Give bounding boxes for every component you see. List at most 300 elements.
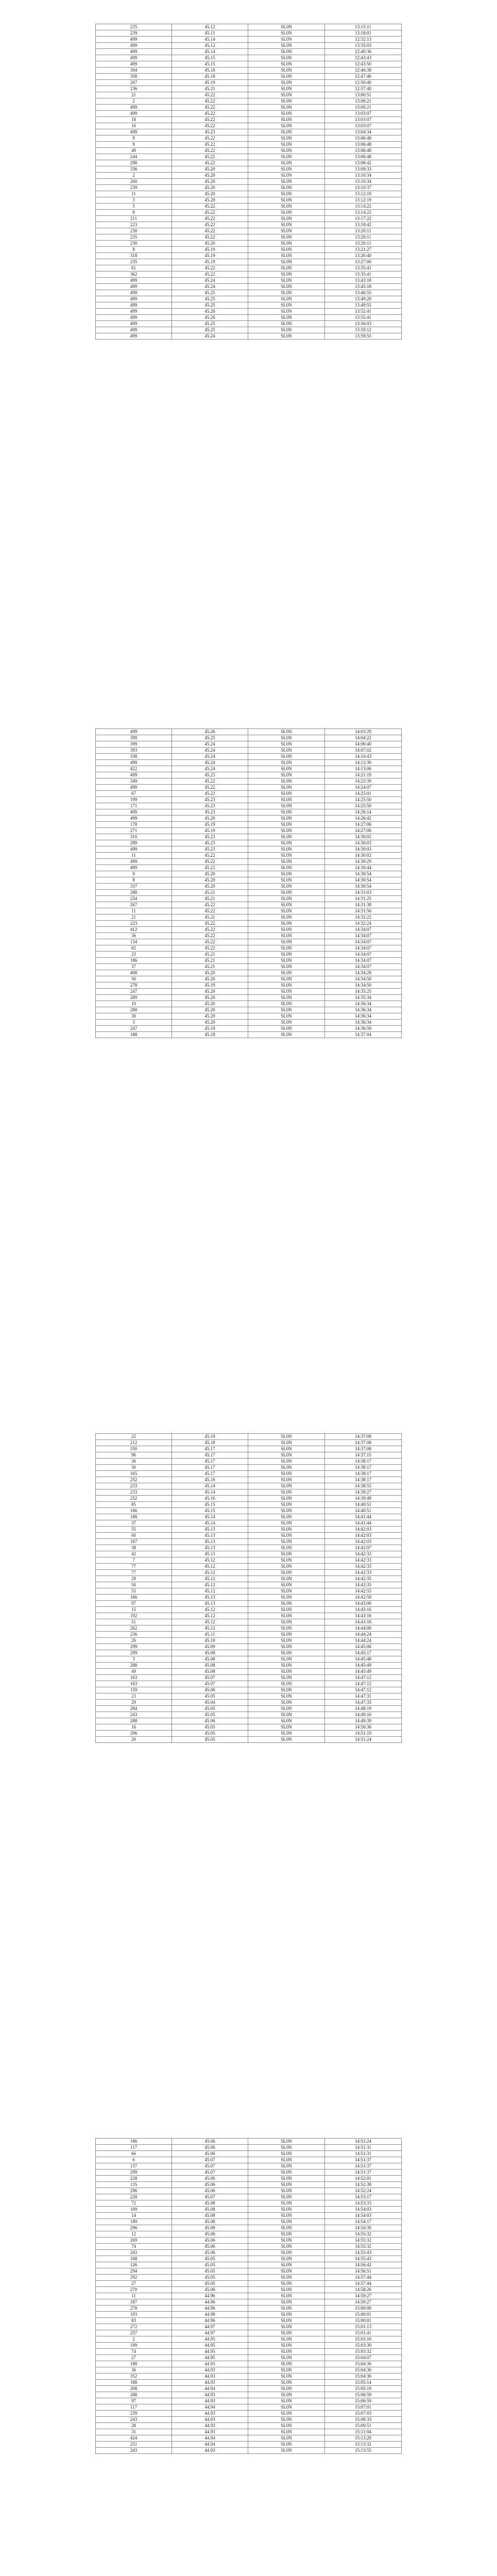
price-cell: 45.25 (172, 735, 248, 741)
trade-table-body (96, 24, 402, 340)
venue-cell: SL0N (248, 67, 325, 74)
table-row (96, 1459, 402, 1465)
table-row (96, 1656, 402, 1663)
price-cell: 45.08 (172, 2200, 248, 2207)
quantity-cell: 278 (96, 2306, 172, 2312)
venue-cell: SL0N (248, 896, 325, 902)
quantity-cell: 186 (96, 2139, 172, 2145)
time-cell: 14:31:03 (325, 890, 402, 896)
quantity-cell: 85 (96, 1502, 172, 1508)
quantity-cell: 499 (96, 61, 172, 67)
time-cell: 14:55:32 (325, 2244, 402, 2250)
table-row (96, 1471, 402, 1477)
table-row (96, 92, 402, 98)
table-row (96, 24, 402, 30)
venue-cell: SL0N (248, 1520, 325, 1527)
venue-cell: SL0N (248, 1675, 325, 1681)
venue-cell: SL0N (248, 2355, 325, 2361)
table-row (96, 61, 402, 67)
price-cell: 45.22 (172, 791, 248, 797)
quantity-cell: 83 (96, 2318, 172, 2324)
quantity-cell: 36 (96, 2367, 172, 2374)
price-cell: 44.93 (172, 2411, 248, 2417)
time-cell: 14:36:34 (325, 1013, 402, 1020)
time-cell: 13:14:22 (325, 210, 402, 216)
venue-cell: SL0N (248, 2367, 325, 2374)
table-row (96, 1514, 402, 1520)
venue-cell: SL0N (248, 2268, 325, 2275)
table-row (96, 111, 402, 117)
quantity-cell: 60 (96, 1533, 172, 1539)
table-row (96, 1020, 402, 1026)
quantity-cell: 49 (96, 1669, 172, 1675)
time-cell: 14:34:07 (325, 933, 402, 939)
price-cell: 45.12 (172, 1564, 248, 1570)
table-row (96, 1502, 402, 1508)
quantity-cell: 61 (96, 265, 172, 272)
table-row (96, 2355, 402, 2361)
quantity-cell: 117 (96, 2145, 172, 2151)
price-cell: 45.08 (172, 2219, 248, 2225)
table-row (96, 884, 402, 890)
venue-cell: SL0N (248, 296, 325, 302)
table-row (96, 989, 402, 995)
table-row (96, 778, 402, 785)
time-cell: 13:12:19 (325, 191, 402, 197)
quantity-cell: 134 (96, 939, 172, 945)
quantity-cell: 299 (96, 1650, 172, 1656)
time-cell: 14:49:39 (325, 1718, 402, 1724)
venue-cell: SL0N (248, 865, 325, 871)
venue-cell: SL0N (248, 2343, 325, 2349)
quantity-cell: 37 (96, 964, 172, 970)
table-row (96, 995, 402, 1001)
venue-cell: SL0N (248, 117, 325, 123)
quantity-cell: 288 (96, 2392, 172, 2398)
price-cell: 45.20 (172, 179, 248, 185)
quantity-cell: 362 (96, 272, 172, 278)
quantity-cell: 244 (96, 154, 172, 160)
time-cell: 14:42:33 (325, 1551, 402, 1557)
venue-cell: SL0N (248, 1489, 325, 1496)
quantity-cell: 243 (96, 2250, 172, 2256)
table-row (96, 914, 402, 921)
time-cell: 14:06:40 (325, 741, 402, 748)
venue-cell: SL0N (248, 111, 325, 117)
price-cell: 45.22 (172, 98, 248, 105)
quantity-cell: 422 (96, 766, 172, 772)
quantity-cell: 11 (96, 2293, 172, 2299)
time-cell: 14:13:06 (325, 766, 402, 772)
price-cell: 45.25 (172, 302, 248, 309)
table-row (96, 185, 402, 191)
table-row (96, 2398, 402, 2404)
price-cell: 45.19 (172, 80, 248, 86)
quantity-cell: 211 (96, 216, 172, 222)
price-cell: 45.22 (172, 945, 248, 952)
time-cell: 14:52:24 (325, 2188, 402, 2194)
quantity-cell: 55 (96, 1588, 172, 1595)
quantity-cell: 159 (96, 1687, 172, 1693)
price-cell: 45.07 (172, 2194, 248, 2200)
table-row (96, 933, 402, 939)
table-row (96, 1576, 402, 1582)
time-cell: 14:42:07 (325, 1545, 402, 1551)
price-cell: 45.24 (172, 766, 248, 772)
quantity-cell: 2 (96, 2336, 172, 2343)
price-cell: 45.22 (172, 92, 248, 98)
table-row (96, 1693, 402, 1700)
time-cell: 15:04:36 (325, 2361, 402, 2367)
venue-cell: SL0N (248, 1440, 325, 1446)
quantity-cell: 330 (96, 1446, 172, 1452)
price-cell: 45.22 (172, 234, 248, 241)
table-row (96, 927, 402, 933)
time-cell: 14:21:19 (325, 772, 402, 778)
time-cell: 14:38:17 (325, 1465, 402, 1471)
price-cell: 45.22 (172, 123, 248, 129)
price-cell: 45.07 (172, 2170, 248, 2176)
venue-cell: SL0N (248, 877, 325, 884)
venue-cell: SL0N (248, 1601, 325, 1607)
venue-cell: SL0N (248, 1545, 325, 1551)
table-row (96, 2163, 402, 2170)
price-cell: 45.20 (172, 1020, 248, 1026)
venue-cell: SL0N (248, 2139, 325, 2145)
table-row (96, 828, 402, 834)
price-cell: 45.20 (172, 1007, 248, 1013)
table-row (96, 1489, 402, 1496)
price-cell: 45.09 (172, 1644, 248, 1650)
time-cell: 14:34:07 (325, 939, 402, 945)
table-row (96, 1032, 402, 1038)
price-cell: 45.22 (172, 148, 248, 154)
quantity-cell: 270 (96, 2287, 172, 2293)
table-row (96, 1452, 402, 1459)
table-row (96, 791, 402, 797)
quantity-cell: 292 (96, 2275, 172, 2281)
time-cell: 14:26:14 (325, 809, 402, 816)
price-cell: 44.94 (172, 2386, 248, 2392)
time-cell: 14:36:34 (325, 1001, 402, 1007)
venue-cell: SL0N (248, 2417, 325, 2423)
venue-cell: SL0N (248, 1570, 325, 1576)
quantity-cell: 230 (96, 228, 172, 234)
quantity-cell: 12 (96, 2231, 172, 2238)
table-row (96, 970, 402, 976)
quantity-cell: 294 (96, 2268, 172, 2275)
time-cell: 14:25:50 (325, 797, 402, 803)
venue-cell: SL0N (248, 2231, 325, 2238)
table-row (96, 871, 402, 877)
table-row (96, 259, 402, 265)
time-cell: 14:59:27 (325, 2299, 402, 2306)
price-cell: 45.22 (172, 222, 248, 228)
table-row (96, 241, 402, 247)
venue-cell: SL0N (248, 179, 325, 185)
quantity-cell: 187 (96, 1539, 172, 1545)
venue-cell: SL0N (248, 2281, 325, 2287)
table-row (96, 296, 402, 302)
price-cell: 45.21 (172, 914, 248, 921)
price-cell: 45.05 (172, 2275, 248, 2281)
quantity-cell: 77 (96, 1564, 172, 1570)
quantity-cell: 393 (96, 748, 172, 754)
venue-cell: SL0N (248, 2404, 325, 2411)
price-cell: 45.06 (172, 2231, 248, 2238)
time-cell: 14:24:07 (325, 785, 402, 791)
time-cell: 13:20:11 (325, 234, 402, 241)
table-row (96, 2318, 402, 2324)
price-cell: 45.21 (172, 86, 248, 92)
venue-cell: SL0N (248, 859, 325, 865)
time-cell: 14:38:55 (325, 1483, 402, 1489)
venue-cell: SL0N (248, 61, 325, 67)
table-row (96, 197, 402, 204)
table-row (96, 123, 402, 129)
time-cell: 14:27:06 (325, 822, 402, 828)
price-cell: 45.25 (172, 321, 248, 327)
table-row (96, 2404, 402, 2411)
table-row (96, 2423, 402, 2429)
price-cell: 45.21 (172, 890, 248, 896)
venue-cell: SL0N (248, 2213, 325, 2219)
trade-table-body (96, 729, 402, 1038)
table-row (96, 74, 402, 80)
price-cell: 45.22 (172, 160, 248, 166)
venue-cell: SL0N (248, 135, 325, 142)
table-row (96, 1026, 402, 1032)
table-row (96, 117, 402, 123)
venue-cell: SL0N (248, 945, 325, 952)
quantity-cell: 299 (96, 840, 172, 846)
price-cell: 45.24 (172, 333, 248, 340)
time-cell: 13:59:55 (325, 333, 402, 340)
quantity-cell: 399 (96, 735, 172, 741)
table-row (96, 2145, 402, 2151)
price-cell: 45.24 (172, 278, 248, 284)
table-row (96, 2442, 402, 2448)
venue-cell: SL0N (248, 1477, 325, 1483)
time-cell: 13:14:22 (325, 204, 402, 210)
table-row (96, 2324, 402, 2330)
venue-cell: SL0N (248, 1007, 325, 1013)
time-cell: 14:04:22 (325, 735, 402, 741)
time-cell: 13:06:48 (325, 135, 402, 142)
time-cell: 14:25:01 (325, 791, 402, 797)
price-cell: 45.20 (172, 884, 248, 890)
time-cell: 14:37:08 (325, 1434, 402, 1440)
time-cell: 13:35:41 (325, 272, 402, 278)
table-row (96, 2380, 402, 2386)
time-cell: 13:45:18 (325, 284, 402, 290)
time-cell: 14:35:34 (325, 995, 402, 1001)
quantity-cell: 499 (96, 309, 172, 315)
price-cell: 44.97 (172, 2330, 248, 2336)
time-cell: 13:49:55 (325, 302, 402, 309)
table-row (96, 766, 402, 772)
time-cell: 13:09:33 (325, 166, 402, 173)
table-row (96, 964, 402, 970)
time-cell: 14:55:43 (325, 2250, 402, 2256)
price-cell: 45.12 (172, 1613, 248, 1619)
table-row (96, 803, 402, 809)
price-cell: 45.05 (172, 1712, 248, 1718)
venue-cell: SL0N (248, 253, 325, 259)
time-cell: 14:30:54 (325, 884, 402, 890)
price-cell: 45.06 (172, 1718, 248, 1724)
quantity-cell: 262 (96, 1625, 172, 1632)
table-row (96, 2392, 402, 2398)
price-cell: 45.06 (172, 2250, 248, 2256)
venue-cell: SL0N (248, 43, 325, 49)
venue-cell: SL0N (248, 333, 325, 340)
table-row (96, 333, 402, 340)
venue-cell: SL0N (248, 1625, 325, 1632)
time-cell: 14:54:03 (325, 2207, 402, 2213)
table-row (96, 327, 402, 333)
venue-cell: SL0N (248, 1502, 325, 1508)
price-cell: 45.12 (172, 1625, 248, 1632)
quantity-cell: 299 (96, 2170, 172, 2176)
time-cell: 13:10:34 (325, 179, 402, 185)
table-row (96, 2250, 402, 2256)
table-row (96, 2262, 402, 2268)
venue-cell: SL0N (248, 2170, 325, 2176)
price-cell: 45.22 (172, 853, 248, 859)
quantity-cell: 499 (96, 296, 172, 302)
price-cell: 45.19 (172, 822, 248, 828)
quantity-cell: 166 (96, 1508, 172, 1514)
table-row (96, 1718, 402, 1724)
table-row (96, 1508, 402, 1514)
quantity-cell: 499 (96, 49, 172, 55)
quantity-cell: 163 (96, 1675, 172, 1681)
price-cell: 45.24 (172, 748, 248, 754)
venue-cell: SL0N (248, 278, 325, 284)
quantity-cell: 310 (96, 834, 172, 840)
venue-cell: SL0N (248, 809, 325, 816)
price-cell: 45.22 (172, 117, 248, 123)
price-cell: 45.22 (172, 272, 248, 278)
price-cell: 45.12 (172, 1588, 248, 1595)
quantity-cell: 499 (96, 816, 172, 822)
quantity-cell: 188 (96, 1514, 172, 1520)
price-cell: 45.13 (172, 1527, 248, 1533)
table-row (96, 1446, 402, 1452)
venue-cell: SL0N (248, 30, 325, 37)
price-cell: 45.12 (172, 1619, 248, 1625)
table-row (96, 148, 402, 154)
quantity-cell: 338 (96, 754, 172, 760)
venue-cell: SL0N (248, 1434, 325, 1440)
table-row (96, 748, 402, 754)
table-row (96, 49, 402, 55)
venue-cell: SL0N (248, 772, 325, 778)
table-row (96, 902, 402, 908)
quantity-cell: 499 (96, 729, 172, 735)
table-row (96, 846, 402, 853)
price-cell: 45.22 (172, 265, 248, 272)
venue-cell: SL0N (248, 834, 325, 840)
time-cell: 15:09:51 (325, 2423, 402, 2429)
price-cell: 45.07 (172, 1681, 248, 1687)
price-cell: 45.24 (172, 741, 248, 748)
quantity-cell: 223 (96, 921, 172, 927)
time-cell: 13:20:11 (325, 228, 402, 234)
time-cell: 15:00:01 (325, 2312, 402, 2318)
venue-cell: SL0N (248, 1551, 325, 1557)
time-cell: 14:35:25 (325, 989, 402, 995)
trade-table (95, 728, 402, 1038)
price-cell: 45.22 (172, 933, 248, 939)
quantity-cell: 188 (96, 1032, 172, 1038)
quantity-cell: 296 (96, 2225, 172, 2231)
time-cell: 13:12:19 (325, 197, 402, 204)
venue-cell: SL0N (248, 2336, 325, 2343)
time-cell: 14:42:55 (325, 1588, 402, 1595)
venue-cell: SL0N (248, 1576, 325, 1582)
table-row (96, 1570, 402, 1576)
time-cell: 14:41:44 (325, 1514, 402, 1520)
price-cell: 45.15 (172, 55, 248, 61)
price-cell: 45.15 (172, 1502, 248, 1508)
time-cell: 14:58:26 (325, 2287, 402, 2293)
price-cell: 45.06 (172, 2182, 248, 2188)
quantity-cell: 135 (96, 2182, 172, 2188)
venue-cell: SL0N (248, 2188, 325, 2194)
venue-cell: SL0N (248, 2207, 325, 2213)
quantity-cell: 399 (96, 741, 172, 748)
quantity-cell: 269 (96, 2238, 172, 2244)
table-row (96, 865, 402, 871)
time-cell: 14:31:56 (325, 908, 402, 914)
time-cell: 13:10:34 (325, 173, 402, 179)
table-row (96, 1545, 402, 1551)
price-cell: 45.06 (172, 2145, 248, 2151)
time-cell: 14:54:03 (325, 2213, 402, 2219)
time-cell: 15:03:10 (325, 2336, 402, 2343)
table-row (96, 37, 402, 43)
venue-cell: SL0N (248, 871, 325, 877)
quantity-cell: 51 (96, 1619, 172, 1625)
table-row (96, 191, 402, 197)
price-cell: 45.14 (172, 1514, 248, 1520)
table-row (96, 1001, 402, 1007)
time-cell: 13:00:21 (325, 98, 402, 105)
time-cell: 14:30:54 (325, 871, 402, 877)
venue-cell: SL0N (248, 86, 325, 92)
table-row (96, 1601, 402, 1607)
table-row (96, 2386, 402, 2392)
quantity-cell: 9 (96, 871, 172, 877)
time-cell: 13:21:27 (325, 247, 402, 253)
time-cell: 13:03:07 (325, 111, 402, 117)
table-row (96, 840, 402, 846)
venue-cell: SL0N (248, 2299, 325, 2306)
time-cell: 14:44:24 (325, 1638, 402, 1644)
venue-cell: SL0N (248, 2287, 325, 2293)
venue-cell: SL0N (248, 741, 325, 748)
venue-cell: SL0N (248, 1446, 325, 1452)
time-cell: 14:32:24 (325, 921, 402, 927)
time-cell: 14:38:17 (325, 1471, 402, 1477)
price-cell: 45.23 (172, 129, 248, 135)
quantity-cell: 168 (96, 2256, 172, 2262)
quantity-cell: 74 (96, 2349, 172, 2355)
price-cell: 45.08 (172, 2213, 248, 2219)
table-row (96, 822, 402, 828)
